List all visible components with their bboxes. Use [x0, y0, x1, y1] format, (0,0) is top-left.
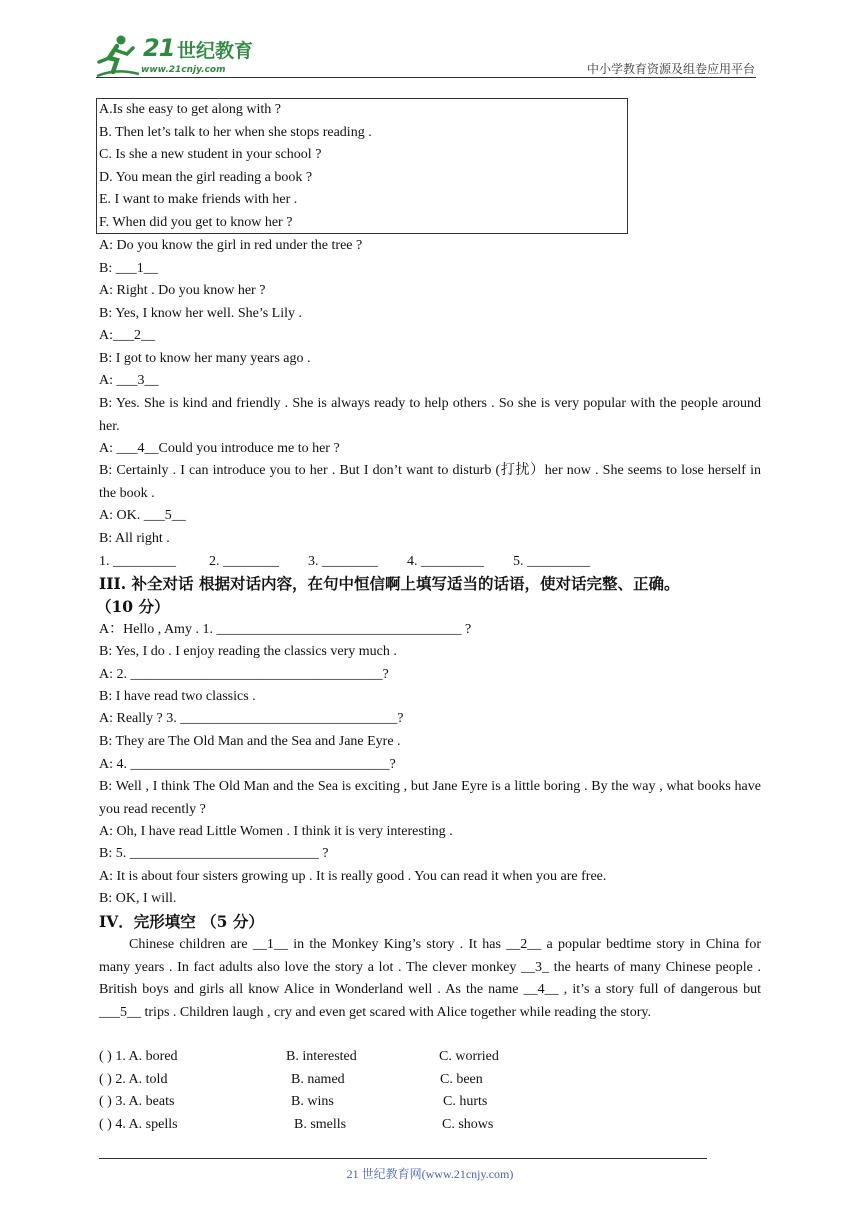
dialogue2-line: A: 4. _____________________________________?: [99, 757, 396, 772]
dialogue2-line: B: I have read two classics .: [99, 689, 256, 704]
option-e: E. I want to make friends with her .: [99, 192, 298, 207]
choice-row: [99, 1092, 599, 1112]
answer-blank-1[interactable]: 1. _________: [99, 554, 176, 569]
dialogue1-line: B: I got to know her many years ago .: [99, 351, 311, 366]
dialogue2-line: B: They are The Old Man and the Sea and Jane Eyre .: [99, 734, 401, 749]
option-a: A.Is she easy to get along with ?: [99, 102, 281, 117]
choice-row: [99, 1047, 599, 1067]
dialogue2-line: B: OK, I will.: [99, 891, 177, 906]
choice-row: [99, 1115, 599, 1135]
logo-url: www.21cnjy.com: [141, 65, 226, 75]
logo-number: 21: [143, 34, 175, 62]
option-b: B. Then let’s talk to her when she stops reading .: [99, 125, 372, 140]
dialogue2-line: A: It is about four sisters growing up . It is really good . You can read it when you are free.: [99, 869, 607, 884]
dialogue1-line: A: Do you know the girl in red under the tree ?: [99, 238, 363, 253]
section3-title: III. 补全对话 根据对话内容，在句中恒信啊上填写适当的话语，使对话完整、正确。: [99, 574, 680, 593]
page-header: [0, 0, 860, 82]
choice-row: [99, 1070, 599, 1090]
header-divider: [96, 77, 756, 78]
dialogue1-line: A: OK. ___5__: [99, 508, 186, 523]
dialogue2-line: A: Oh, I have read Little Women . I think it is very interesting .: [99, 824, 453, 839]
choice-option-b[interactable]: B. interested: [286, 1049, 357, 1064]
choice-option-b[interactable]: B. smells: [294, 1117, 347, 1132]
section4-title: IV．完形填空 （5 分）: [99, 912, 264, 931]
dialogue1-line: B: All right .: [99, 531, 170, 546]
dialogue1-line: A: Right . Do you know her ?: [99, 283, 266, 298]
section3-score: （10 分）: [96, 597, 170, 616]
choice-option-b[interactable]: B. named: [291, 1072, 345, 1087]
logo-text: 世纪教育: [177, 40, 254, 62]
choice-option-a[interactable]: ( ) 4. A. spells: [99, 1117, 178, 1132]
option-f: F. When did you get to know her ?: [99, 215, 293, 230]
choice-option-c[interactable]: C. worried: [439, 1049, 499, 1064]
choice-option-a[interactable]: ( ) 2. A. told: [99, 1072, 168, 1087]
answer-row: [99, 552, 699, 572]
choice-option-a[interactable]: ( ) 3. A. beats: [99, 1094, 175, 1109]
answer-blank-4[interactable]: 4. _________: [407, 554, 484, 569]
answer-blank-3[interactable]: 3. ________: [308, 554, 378, 569]
footer-divider: [99, 1158, 707, 1159]
footer-link[interactable]: 21 世纪教育网(www.21cnjy.com): [346, 1167, 514, 1181]
dialogue1-line: A: ___4__Could you introduce me to her ?: [99, 441, 340, 456]
dialogue1-line: A: ___3__: [99, 373, 159, 388]
dialogue2-line: B: Well , I think The Old Man and the Sea is exciting , but Jane Eyre is a little boring . By the way , what books have you read recently ?: [99, 779, 761, 817]
cloze-passage: Chinese children are __1__ in the Monkey King’s story . It has __2__ a popular bedtime story in China for many years . In fact adults also love the story a lot . The clever monkey __3_ the hearts of many Chinese people . British boys and girls all know Alice in Wonderland well . As the name __4__ , it’s a story full of dangerous but ___5__ trips . Children laugh , cry and even get scared with Alice together while reading the story.: [99, 937, 761, 1020]
site-logo[interactable]: [95, 34, 265, 80]
dialogue2-line: A：Hello , Amy . 1. ___________________________________ ?: [99, 622, 472, 637]
dialogue2-line: A: 2. ____________________________________?: [99, 667, 389, 682]
choice-option-c[interactable]: C. hurts: [443, 1094, 488, 1109]
choice-option-c[interactable]: C. been: [440, 1072, 483, 1087]
dialogue2-line: B: Yes, I do . I enjoy reading the classics very much .: [99, 644, 397, 659]
dialogue1-line: A:___2__: [99, 328, 155, 343]
runner-icon: [95, 34, 139, 78]
dialogue2-line: B: 5. ___________________________ ?: [99, 846, 329, 861]
option-d: D. You mean the girl reading a book ?: [99, 170, 313, 185]
choice-option-a[interactable]: ( ) 1. A. bored: [99, 1049, 178, 1064]
dialogue1-line: B: Certainly . I can introduce you to her . But I don’t want to disturb (打扰）her now . She seems to lose herself in the book .: [99, 463, 761, 501]
answer-blank-5[interactable]: 5. _________: [513, 554, 590, 569]
header-tagline: 中小学教育资源及组卷应用平台: [586, 62, 755, 76]
dialogue1-line: B: ___1__: [99, 261, 158, 276]
choice-option-c[interactable]: C. shows: [442, 1117, 494, 1132]
option-c: C. Is she a new student in your school ?: [99, 147, 322, 162]
dialogue2-line: A: Really ? 3. _______________________________?: [99, 711, 404, 726]
answer-blank-2[interactable]: 2. ________: [209, 554, 279, 569]
dialogue1-line: B: Yes, I know her well. She’s Lily .: [99, 306, 302, 321]
dialogue1-line: B: Yes. She is kind and friendly . She is always ready to help others . So she is very popular with the people around her.: [99, 396, 761, 434]
choice-option-b[interactable]: B. wins: [291, 1094, 334, 1109]
